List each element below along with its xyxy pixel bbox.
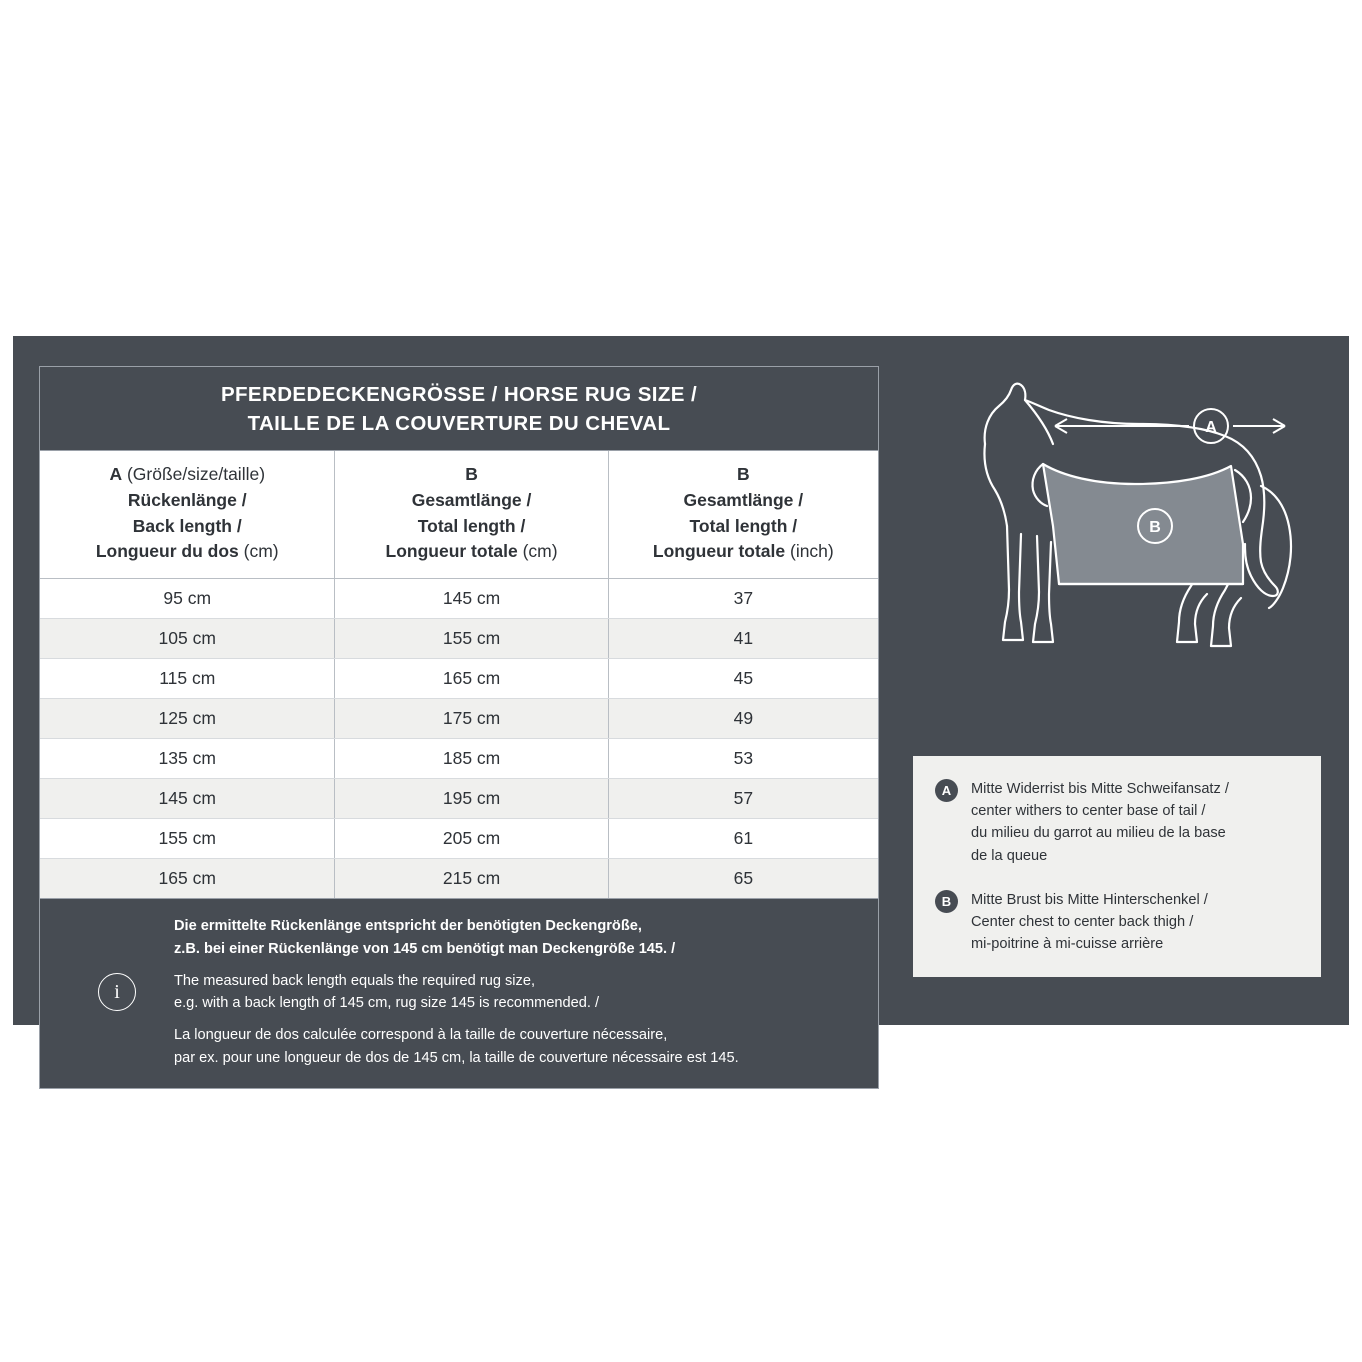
- header-b2-fr: Longueur totale: [652, 541, 786, 562]
- header-a-key: A: [109, 464, 123, 485]
- cell-back-length: 115 cm: [40, 659, 335, 699]
- dimension-marker-a: [1194, 409, 1228, 443]
- table-row: [40, 779, 878, 819]
- table-header-row: [40, 451, 878, 578]
- table-row: [40, 739, 878, 779]
- table-title-line-1: PFERDEDECKENGRÖSSE / HORSE RUG SIZE /: [220, 383, 698, 406]
- cell-total-inch: 57: [608, 779, 878, 819]
- cell-total-cm: 175 cm: [335, 699, 608, 739]
- header-a-de: Rückenlänge /: [127, 489, 247, 510]
- table-row: [40, 819, 878, 859]
- header-b1-en: Total length /: [417, 515, 526, 536]
- note-fr-line-2: par ex. pour une longueur de dos de 145 cm, la taille de couverture nécessaire est 145.: [174, 1049, 739, 1066]
- note-en-line-1: The measured back length equals the required rug size,: [174, 972, 536, 989]
- cell-back-length: 125 cm: [40, 699, 335, 739]
- header-a-fr: Longueur du dos: [95, 541, 239, 562]
- dimension-marker-b: [1138, 509, 1172, 543]
- column-header-total-length-cm: [335, 451, 608, 578]
- cell-total-cm: 165 cm: [335, 659, 608, 699]
- column-header-total-length-inch: [608, 451, 878, 578]
- note-fr-line-1: La longueur de dos calculée correspond à la taille de couverture nécessaire,: [174, 1027, 668, 1044]
- info-icon: i: [98, 973, 136, 1011]
- cell-total-cm: 155 cm: [335, 619, 608, 659]
- cell-total-inch: 53: [608, 739, 878, 779]
- header-b1-de: Gesamtlänge /: [411, 489, 532, 510]
- table-title-line-2: TAILLE DE LA COUVERTURE DU CHEVAL: [247, 412, 671, 436]
- cell-total-cm: 195 cm: [335, 779, 608, 819]
- header-b1-fr: Longueur totale: [385, 541, 518, 562]
- header-a-en: Back length /: [132, 515, 242, 536]
- cell-total-inch: 37: [608, 579, 878, 619]
- legend-a-de: Mitte Widerrist bis Mitte Schweifansatz /: [971, 781, 1229, 797]
- cell-back-length: 95 cm: [40, 579, 335, 619]
- legend-a-fr-2: de la queue: [971, 847, 1048, 864]
- header-b2-en: Total length /: [689, 515, 798, 536]
- cell-total-inch: 65: [608, 859, 878, 899]
- legend-item-a: [935, 778, 1297, 867]
- size-table-block: [39, 366, 879, 1089]
- cell-total-cm: 215 cm: [335, 859, 608, 899]
- dimension-label-a: A: [1205, 419, 1217, 436]
- cell-back-length: 155 cm: [40, 819, 335, 859]
- cell-total-cm: 185 cm: [335, 739, 608, 779]
- table-note: [40, 898, 878, 1088]
- legend-b-de: Mitte Brust bis Mitte Hinterschenkel /: [971, 891, 1208, 908]
- cell-total-inch: 49: [608, 699, 878, 739]
- legend-a-en: center withers to center base of tail /: [971, 803, 1206, 820]
- table-row: [40, 659, 878, 699]
- header-b1-key: B: [465, 464, 478, 485]
- header-a-unit: (cm): [238, 541, 279, 562]
- legend-badge-a: A: [935, 779, 958, 802]
- table-row: [40, 699, 878, 739]
- horse-with-rug-illustration: [913, 366, 1321, 731]
- legend-text-a: [971, 778, 1229, 867]
- header-b2-de: Gesamtlänge /: [683, 489, 804, 510]
- header-b2-key: B: [737, 464, 750, 485]
- cell-total-cm: 145 cm: [335, 579, 608, 619]
- table-title: [40, 367, 878, 451]
- table-row: [40, 579, 878, 619]
- legend-b-fr: mi-poitrine à mi-cuisse arrière: [971, 936, 1164, 953]
- note-en-line-2: e.g. with a back length of 145 cm, rug size 145 is recommended. /: [174, 995, 600, 1012]
- header-b2-unit: (inch): [785, 541, 834, 562]
- table-row: [40, 859, 878, 899]
- cell-back-length: 135 cm: [40, 739, 335, 779]
- table-row: [40, 619, 878, 659]
- header-b1-unit: (cm): [517, 541, 558, 562]
- note-de-line-1: Die ermittelte Rückenlänge entspricht der benötigten Deckengröße,: [174, 918, 642, 935]
- size-chart-panel: [13, 336, 1349, 1066]
- legend-text-b: [971, 889, 1208, 956]
- cell-total-inch: 61: [608, 819, 878, 859]
- cell-back-length: 145 cm: [40, 779, 335, 819]
- header-a-suffix: (Größe/size/taille): [122, 464, 266, 485]
- note-de-line-2: z.B. bei einer Rückenlänge von 145 cm benötigt man Deckengröße 145. /: [174, 940, 676, 957]
- legend-a-fr-1: du milieu du garrot au milieu de la base: [971, 825, 1226, 842]
- cell-back-length: 165 cm: [40, 859, 335, 899]
- legend-item-b: [935, 889, 1297, 956]
- cell-back-length: 105 cm: [40, 619, 335, 659]
- cell-total-inch: 45: [608, 659, 878, 699]
- legend-box: [913, 756, 1321, 977]
- size-table: [40, 451, 878, 898]
- legend-b-en: Center chest to center back thigh /: [971, 913, 1194, 930]
- cell-total-inch: 41: [608, 619, 878, 659]
- legend-badge-b: B: [935, 890, 958, 913]
- cell-total-cm: 205 cm: [335, 819, 608, 859]
- note-text: [174, 915, 739, 1070]
- dimension-label-b: B: [1149, 519, 1161, 536]
- column-header-back-length: [40, 451, 335, 578]
